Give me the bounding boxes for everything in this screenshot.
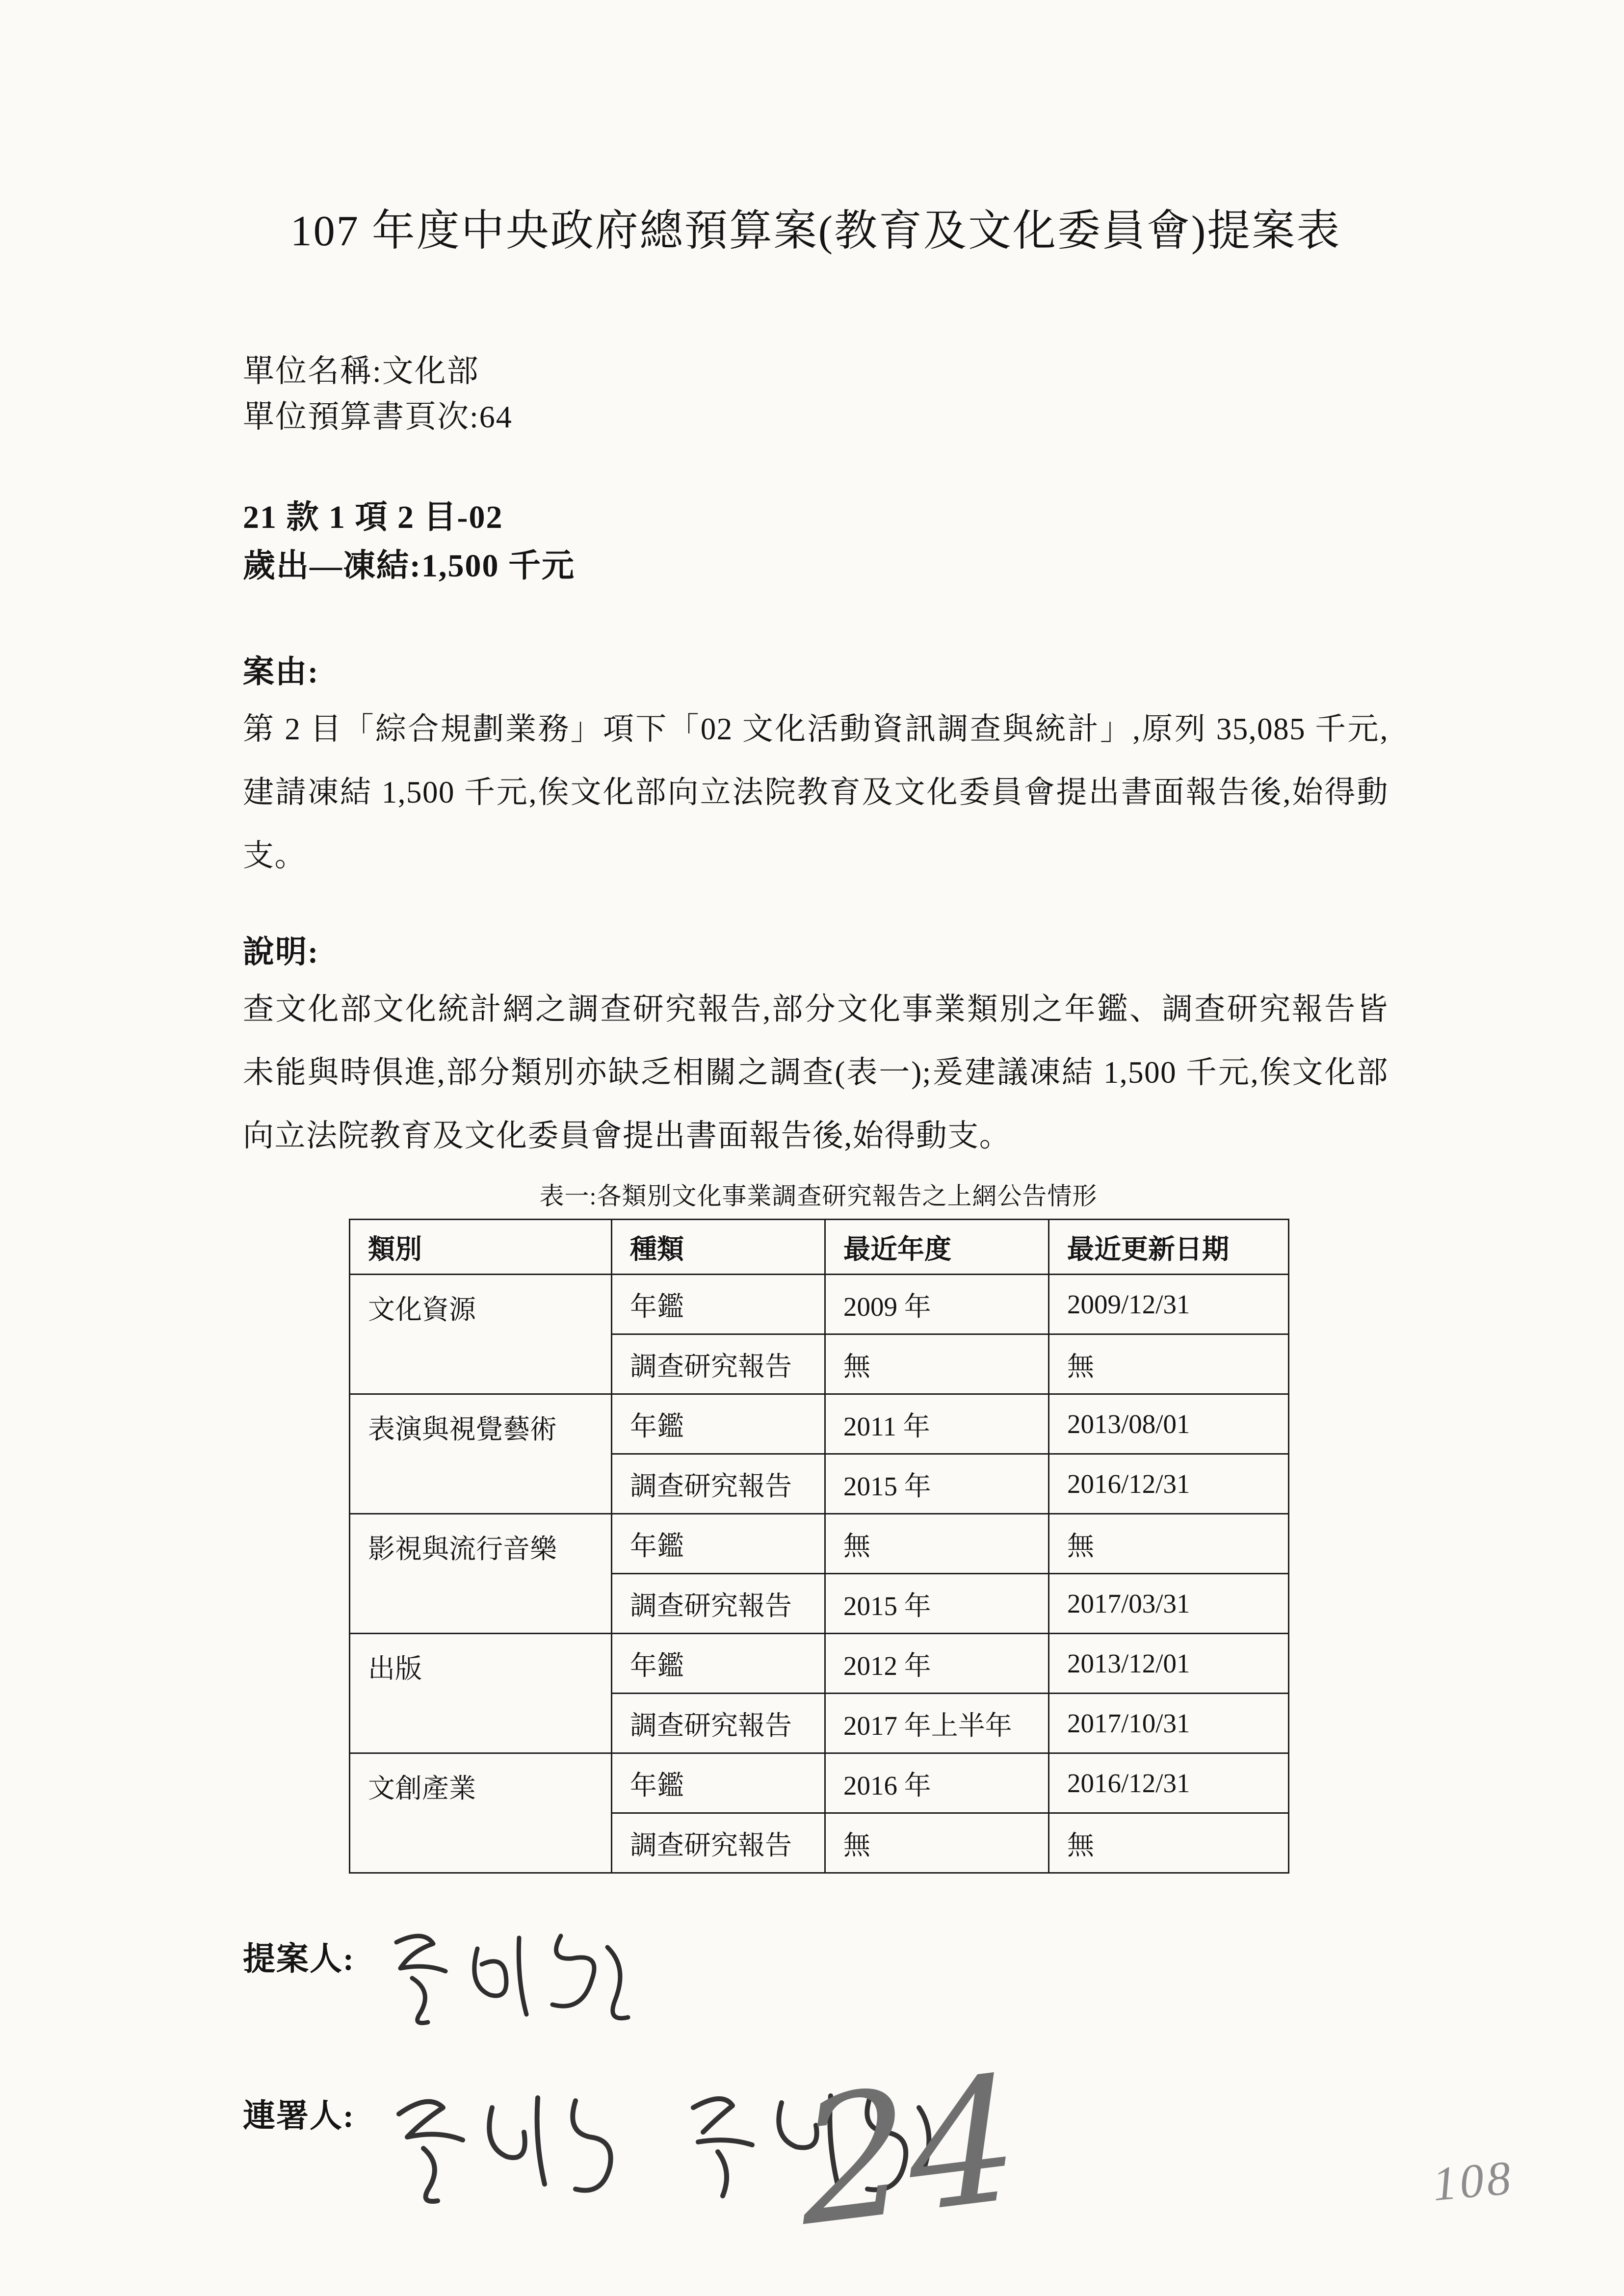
cell-type: 調查研究報告 — [612, 1334, 825, 1394]
cell-last-updated: 2013/08/01 — [1049, 1394, 1289, 1454]
explanation-body: 查文化部文化統計網之調查研究報告,部分文化事業類別之年鑑、調查研究報告皆未能與時俱進,部分類別亦缺乏相關之調查(表一);爰建議凍結 1,500 千元,俟文化部向立法院教育及文化委員會提出書面報告後,始得動支。 — [243, 992, 1388, 1153]
cell-latest-year: 2009 年 — [825, 1275, 1049, 1334]
proposer-row — [243, 1920, 1388, 2048]
document-title: 107 年度中央政府總預算案(教育及文化委員會)提案表 — [290, 208, 1341, 255]
cell-latest-year: 2012 年 — [825, 1634, 1049, 1694]
cell-type: 調查研究報告 — [612, 1694, 825, 1753]
budget-item-code: 21 款 1 項 2 目-02 — [243, 499, 503, 535]
cell-category: 表演與視覺藝術 — [350, 1394, 612, 1514]
table-row — [350, 1394, 1289, 1454]
cell-latest-year: 2015 年 — [825, 1574, 1049, 1634]
col-header-last-updated: 最近更新日期 — [1049, 1220, 1289, 1275]
cell-type: 調查研究報告 — [612, 1813, 825, 1873]
cell-last-updated: 2016/12/31 — [1049, 1454, 1289, 1514]
report-table-wrap — [349, 1176, 1288, 1874]
unit-budget-page-line: 單位預算書頁次:64 — [243, 399, 513, 434]
proposer-signature — [377, 1920, 652, 2048]
handwritten-page-number: 108 — [1430, 2151, 1516, 2211]
cell-last-updated: 2017/03/31 — [1049, 1574, 1289, 1634]
cell-latest-year: 2017 年上半年 — [825, 1694, 1049, 1753]
cell-type: 年鑑 — [612, 1753, 825, 1813]
table-row — [350, 1634, 1289, 1694]
cell-category: 文創產業 — [350, 1753, 612, 1873]
col-header-latest-year: 最近年度 — [825, 1220, 1049, 1275]
cosigner-label: 連署人: — [243, 2098, 355, 2135]
cell-latest-year: 無 — [825, 1334, 1049, 1394]
budget-item-block — [243, 493, 1388, 590]
cell-type: 年鑑 — [612, 1634, 825, 1694]
table-caption: 表一:各類別文化事業調查研究報告之上網公告情形 — [539, 1182, 1098, 1210]
proposer-label: 提案人: — [243, 1941, 355, 1978]
table-row — [350, 1514, 1289, 1574]
table-header-row — [350, 1220, 1289, 1275]
table-row — [350, 1275, 1289, 1334]
case-body: 第 2 目「綜合規劃業務」項下「02 文化活動資訊調查與統計」,原列 35,085 千元,建請凍結 1,500 千元,俟文化部向立法院教育及文化委員會提出書面報告後,始得動支。 — [243, 711, 1388, 873]
cell-category: 影視與流行音樂 — [350, 1514, 612, 1634]
cell-type: 年鑑 — [612, 1275, 825, 1334]
col-header-type: 種類 — [612, 1220, 825, 1275]
cell-last-updated: 2013/12/01 — [1049, 1634, 1289, 1694]
explanation-heading: 說明: — [243, 935, 319, 970]
cell-latest-year: 無 — [825, 1813, 1049, 1873]
handwritten-count: 24 — [795, 2037, 1023, 2265]
case-heading: 案由: — [243, 654, 319, 689]
cell-type: 年鑑 — [612, 1394, 825, 1454]
cell-last-updated: 無 — [1049, 1514, 1289, 1574]
unit-name-line: 單位名稱:文化部 — [243, 354, 479, 389]
cell-last-updated: 無 — [1049, 1813, 1289, 1873]
freeze-amount-line: 歲出—凍結:1,500 千元 — [243, 548, 575, 584]
cell-last-updated: 2017/10/31 — [1049, 1694, 1289, 1753]
cell-latest-year: 2011 年 — [825, 1394, 1049, 1454]
cell-latest-year: 2016 年 — [825, 1753, 1049, 1813]
unit-meta-block — [243, 349, 1388, 440]
cell-last-updated: 2009/12/31 — [1049, 1275, 1289, 1334]
cell-last-updated: 2016/12/31 — [1049, 1753, 1289, 1813]
col-header-category: 類別 — [350, 1220, 612, 1275]
cell-type: 調查研究報告 — [612, 1454, 825, 1514]
cell-latest-year: 2015 年 — [825, 1454, 1049, 1514]
table-row — [350, 1753, 1289, 1813]
cell-last-updated: 無 — [1049, 1334, 1289, 1394]
report-table — [349, 1219, 1289, 1874]
cell-type: 調查研究報告 — [612, 1574, 825, 1634]
cell-type: 年鑑 — [612, 1514, 825, 1574]
cell-category: 文化資源 — [350, 1275, 612, 1394]
cell-category: 出版 — [350, 1634, 612, 1753]
cell-latest-year: 無 — [825, 1514, 1049, 1574]
